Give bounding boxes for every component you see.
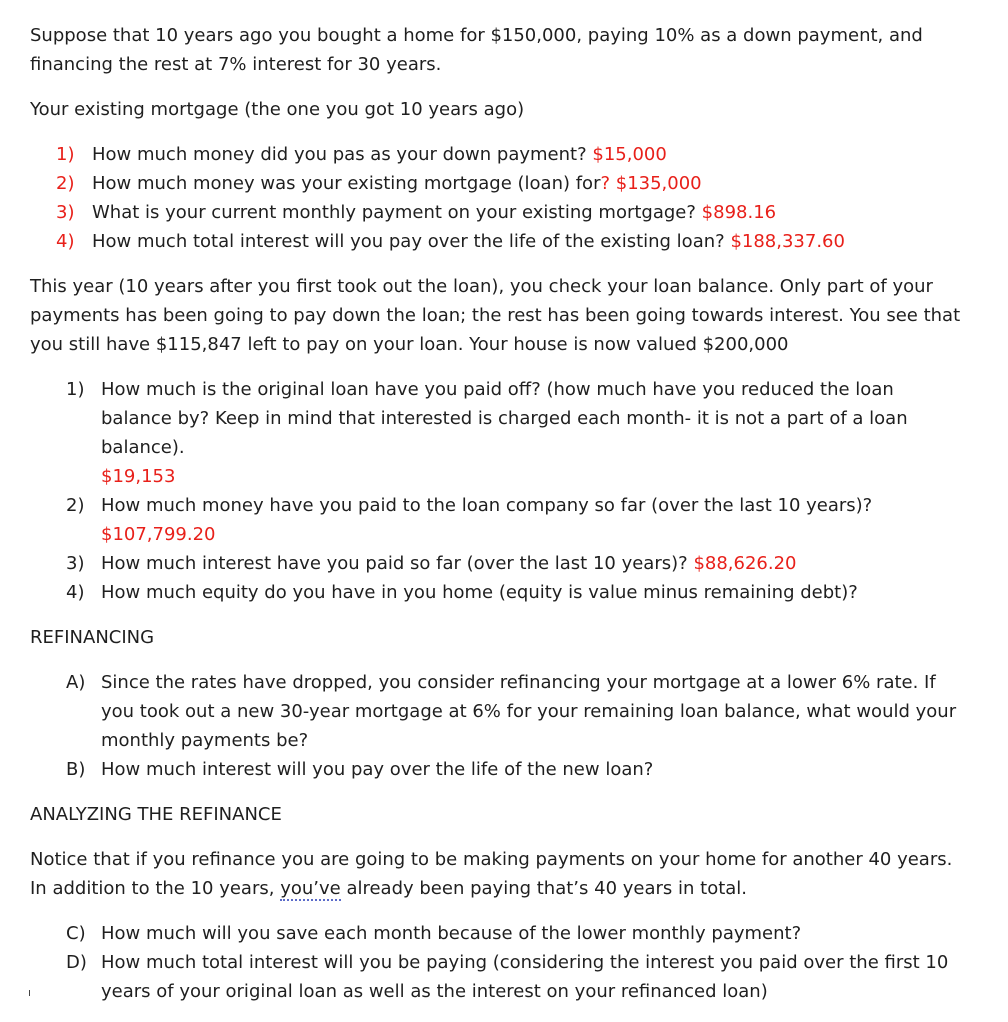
item-number: 3) bbox=[66, 553, 85, 574]
question-text: What is your current monthly payment on your existing mortgage? bbox=[92, 202, 696, 223]
list-item bbox=[30, 198, 970, 227]
list-item bbox=[30, 668, 970, 755]
question-text: How much is the original loan have you paid off? (how much have you reduced the loan balance by? Keep in mind that interested is charged each month- it is not a part of a loan balance). bbox=[101, 379, 908, 458]
spellcheck-flagged-word[interactable]: you’ve bbox=[280, 878, 341, 899]
answer-text: ? $135,000 bbox=[600, 173, 702, 194]
answer-text: $107,799.20 bbox=[101, 524, 216, 545]
question-text: How much total interest will you be paying (considering the interest you paid over the first 10 years of your original loan as well as the interest on your refinanced loan) bbox=[101, 952, 949, 1002]
list-item bbox=[30, 169, 970, 198]
question-text: Since the rates have dropped, you consider refinancing your mortgage at a lower 6% rate. If you took out a new 30-year mortgage at 6% for your remaining loan balance, what would your monthly payments be? bbox=[101, 672, 957, 751]
question-text: How much money was your existing mortgage (loan) for bbox=[92, 173, 601, 194]
answer-text: $15,000 bbox=[592, 144, 667, 165]
question-text: How much equity do you have in you home (equity is value minus remaining debt)? bbox=[101, 582, 858, 603]
analyzing-heading: ANALYZING THE REFINANCE bbox=[30, 804, 282, 825]
list-item bbox=[30, 578, 970, 607]
text-cursor bbox=[29, 990, 30, 996]
notice-text-end: already been paying that’s 40 years in total. bbox=[340, 878, 748, 899]
refinance-questions bbox=[30, 668, 970, 784]
item-number: 4) bbox=[66, 582, 85, 603]
existing-mortgage-heading: Your existing mortgage (the one you got 10 years ago) bbox=[30, 99, 525, 120]
item-letter: D) bbox=[66, 952, 87, 973]
answer-text: $19,153 bbox=[101, 466, 176, 487]
analysis-questions bbox=[30, 919, 970, 1006]
item-letter: A) bbox=[66, 672, 86, 693]
item-number: 1) bbox=[66, 379, 85, 400]
question-text: How much interest have you paid so far (over the last 10 years)? bbox=[101, 553, 688, 574]
list-item bbox=[30, 227, 970, 256]
this-year-paragraph: This year (10 years after you first took out the loan), you check your loan balance. Only part of your payments has been going to pay down the loan; the rest has been going towards interest. You see that you still have $115,847 left to pay on your loan. Your house is now valued $200,000 bbox=[30, 276, 961, 355]
list-item bbox=[30, 755, 970, 784]
document-page bbox=[30, 21, 970, 1022]
answer-text: $188,337.60 bbox=[730, 231, 845, 252]
question-text: How much interest will you pay over the life of the new loan? bbox=[101, 759, 654, 780]
answer-text: $88,626.20 bbox=[693, 553, 797, 574]
list-item bbox=[30, 375, 970, 491]
item-number: 3) bbox=[56, 202, 75, 223]
list-item bbox=[30, 549, 970, 578]
question-text: How much will you save each month because of the lower monthly payment? bbox=[101, 923, 802, 944]
list-item bbox=[30, 948, 970, 1006]
item-number: 2) bbox=[56, 173, 75, 194]
notice-text-start: Notice that if you refinance you are going to be making payments on your home for another 40 years. In addition to the 10 years, bbox=[30, 849, 953, 899]
list-item bbox=[30, 919, 970, 948]
list-item bbox=[30, 491, 970, 549]
question-text: How much total interest will you pay over the life of the existing loan? bbox=[92, 231, 725, 252]
intro-paragraph: Suppose that 10 years ago you bought a home for $150,000, paying 10% as a down payment, and financing the rest at 7% interest for 30 years. bbox=[30, 25, 923, 75]
item-letter: C) bbox=[66, 923, 86, 944]
refinancing-heading: REFINANCING bbox=[30, 627, 155, 648]
notice-paragraph bbox=[30, 845, 970, 903]
answer-text: $898.16 bbox=[701, 202, 777, 223]
loan-balance-questions bbox=[30, 375, 970, 607]
question-text: How much money have you paid to the loan company so far (over the last 10 years)? bbox=[101, 495, 873, 516]
item-number: 4) bbox=[56, 231, 75, 252]
item-number: 2) bbox=[66, 495, 85, 516]
item-letter: B) bbox=[66, 759, 86, 780]
list-item bbox=[30, 140, 970, 169]
item-number: 1) bbox=[56, 144, 75, 165]
existing-mortgage-questions bbox=[30, 140, 970, 256]
question-text: How much money did you pas as your down payment? bbox=[92, 144, 587, 165]
